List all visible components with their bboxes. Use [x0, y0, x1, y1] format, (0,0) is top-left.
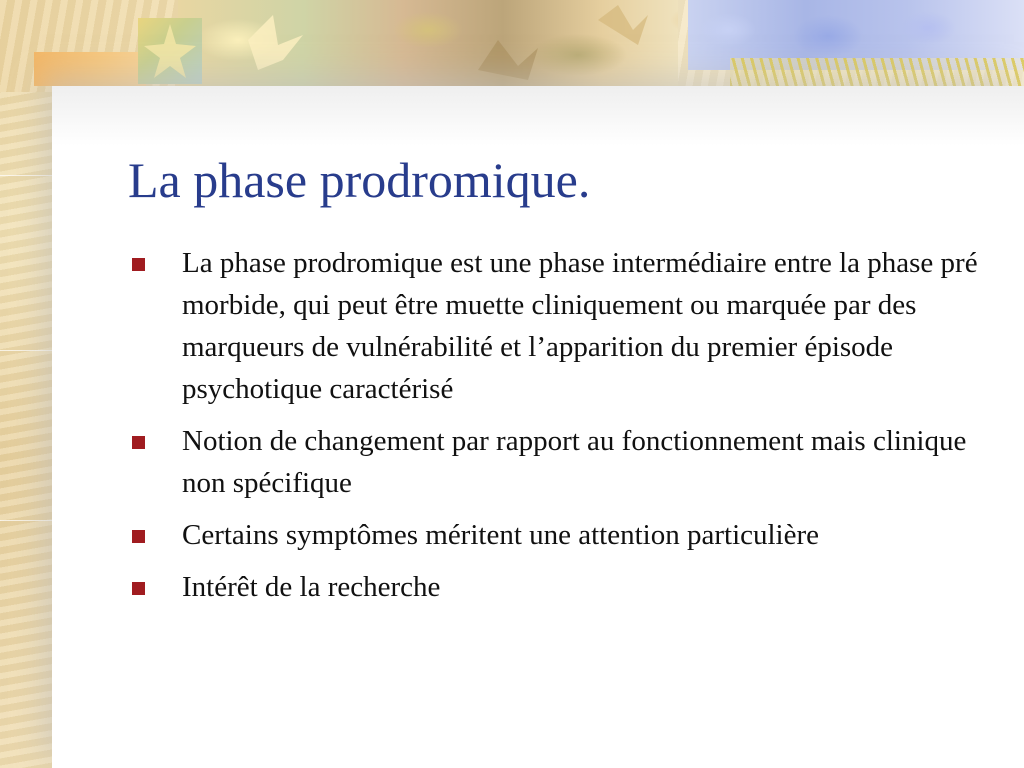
decor-orange-tile [34, 52, 146, 86]
strip-seam [0, 175, 52, 176]
decor-golden-grass-tile [730, 58, 1024, 88]
left-parchment-strip [0, 0, 52, 768]
bullet-text: Intérêt de la recherche [182, 571, 441, 603]
decor-autumn-leaves-tile [178, 0, 678, 86]
bullet-text: Notion de changement par rapport au fonctionnement mais clinique non spécifique [182, 425, 967, 499]
star-leaf-image [138, 18, 202, 84]
bullet-item [130, 514, 990, 556]
decor-green-leaf-tile [138, 18, 202, 84]
square-bullet-icon [132, 436, 145, 449]
autumn-leaves-image [178, 0, 678, 86]
bullet-item [130, 242, 990, 410]
bullet-item [130, 566, 990, 608]
bullet-item [130, 420, 990, 504]
square-bullet-icon [132, 258, 145, 271]
strip-seam [0, 350, 52, 351]
panel-shadow-fade [52, 86, 1024, 146]
square-bullet-icon [132, 582, 145, 595]
bullet-text: Certains symptômes méritent une attention particulière [182, 519, 820, 551]
strip-seam [0, 520, 52, 521]
slide-title: La phase prodromique. [128, 152, 591, 208]
bullet-text: La phase prodromique est une phase intermédiaire entre la phase pré morbide, qui peut être muette cliniquement ou marquée par des marqueurs de vulnérabilité et l’apparition du premier épisode psychotique caractérisé [182, 247, 978, 405]
bullet-list [130, 242, 990, 618]
square-bullet-icon [132, 530, 145, 543]
